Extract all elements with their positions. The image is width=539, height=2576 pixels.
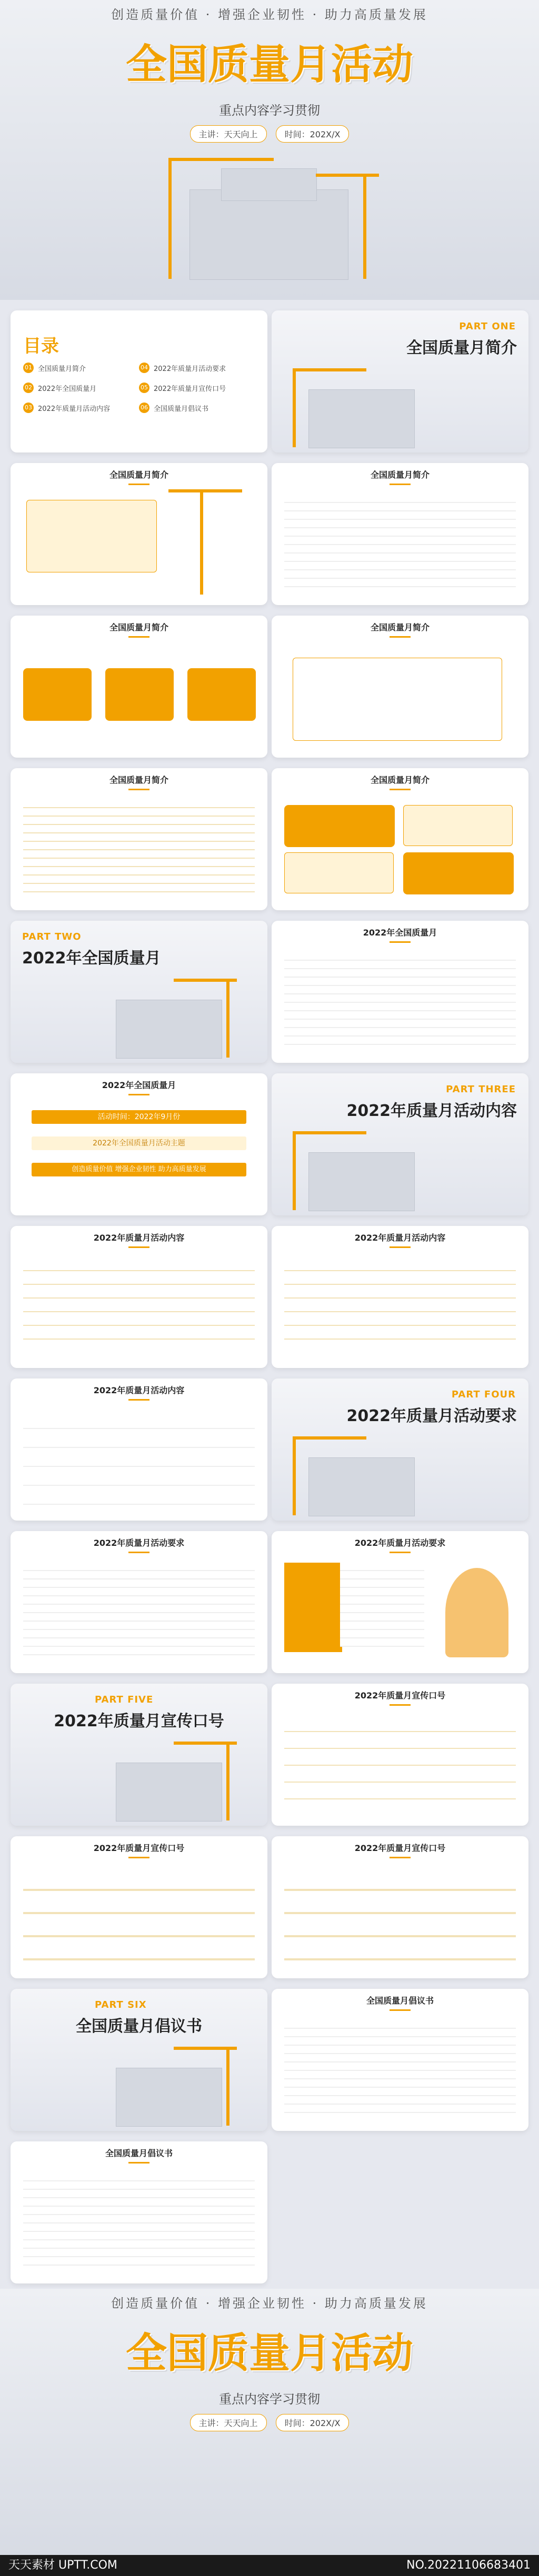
part-label: PART SIX (95, 1999, 147, 2010)
intro-card (284, 852, 394, 893)
slide-title: 全国质量月简介 (272, 773, 528, 790)
hero-meta (0, 125, 539, 143)
slide-title: 2022年质量月活动内容 (11, 1231, 267, 1248)
building-illustration (287, 1436, 435, 1515)
y2022-slogan: 创造质量价值 增强企业韧性 助力高质量发展 (32, 1163, 246, 1176)
y2022-slide (272, 921, 528, 1063)
intro-slide (272, 768, 528, 910)
intro-slide (11, 768, 267, 910)
slide-title: 全国质量月简介 (272, 468, 528, 485)
toc-slide (11, 310, 267, 452)
part-one-slide (272, 310, 528, 452)
toc-list (23, 358, 255, 418)
part-title: 2022年质量月活动内容 (346, 1102, 517, 1120)
req-text (340, 1563, 424, 1647)
part-title: 全国质量月简介 (406, 339, 517, 357)
content-list (23, 1257, 255, 1352)
hero-slogan: 创造质量价值 · 增强企业韧性 · 助力高质量发展 (111, 7, 428, 22)
content-slide (11, 1378, 267, 1521)
slogan-list (23, 1868, 255, 1963)
content-list (284, 1257, 516, 1352)
slide-title: 全国质量月简介 (11, 621, 267, 638)
slide-title: 2022年质量月宣传口号 (272, 1689, 528, 1706)
hero-subtitle: 重点内容学习贯彻 (219, 103, 320, 118)
building-illustration (287, 1131, 435, 1210)
req-panel (284, 1563, 342, 1652)
y2022-theme: 2022年全国质量月活动主题 (32, 1136, 246, 1150)
toc-title: 目录 (23, 336, 59, 357)
footer-left: 天天素材 UPTT.COM (8, 2559, 117, 2572)
y2022-slide (11, 1073, 267, 1215)
slide-title: 全国质量月简介 (11, 773, 267, 790)
hero-speaker: 主讲：天天向上 (190, 125, 267, 143)
slogan-slide (11, 1836, 267, 1978)
slide-title: 2022年质量月活动要求 (11, 1536, 267, 1553)
proposal-slide (11, 2141, 267, 2283)
intro-card (187, 668, 256, 721)
intro-card (403, 852, 514, 894)
slogan-slide (272, 1836, 528, 1978)
intro-card (284, 805, 395, 847)
part-label: PART THREE (446, 1084, 516, 1095)
building-illustration (95, 2047, 242, 2126)
closing-title: 全国质量月活动 (125, 2330, 413, 2377)
building-illustration (158, 158, 379, 279)
worker-illustration (445, 1568, 508, 1657)
toc-item[interactable]: 03 2022年质量月活动内容 (23, 398, 139, 418)
hero-title: 全国质量月活动 (125, 41, 413, 88)
slide-title: 全国质量月倡议书 (272, 1994, 528, 2011)
proposal-slide (272, 1989, 528, 2131)
part-label: PART ONE (459, 321, 516, 332)
part-two-slide (11, 921, 267, 1063)
closing-meta (0, 2414, 539, 2431)
intro-text (284, 495, 516, 589)
part-title: 2022年全国质量月 (22, 949, 161, 968)
y2022-text (284, 952, 516, 1047)
hero-time: 时间：202X/X (276, 125, 350, 143)
building-illustration (287, 368, 435, 447)
part-three-slide (272, 1073, 528, 1215)
part-label: PART TWO (22, 931, 82, 942)
proposal-text (284, 2020, 516, 2115)
closing-time: 时间：202X/X (276, 2414, 350, 2431)
content-slide (11, 1226, 267, 1368)
part-five-slide (11, 1684, 267, 1826)
y2022-time: 活动时间：2022年9月份 (32, 1110, 246, 1124)
part-title: 2022年质量月宣传口号 (54, 1712, 224, 1730)
closing-subtitle: 重点内容学习贯彻 (219, 2392, 320, 2407)
watermark-footer (0, 2555, 539, 2576)
building-illustration (95, 1742, 242, 1820)
part-four-slide (272, 1378, 528, 1521)
toc-item[interactable]: 02 2022年全国质量月 (23, 378, 139, 398)
part-label: PART FOUR (451, 1389, 516, 1400)
slide-title: 2022年全国质量月 (11, 1079, 267, 1095)
slogan-list (284, 1715, 516, 1810)
intro-textbox (26, 500, 157, 572)
footer-right: NO.20221106683401 (406, 2559, 531, 2572)
closing-cover (0, 2289, 539, 2555)
req-slide (272, 1531, 528, 1673)
closing-slogan: 创造质量价值 · 增强企业韧性 · 助力高质量发展 (111, 2296, 428, 2311)
intro-slide (272, 616, 528, 758)
building-illustration (95, 979, 242, 1058)
toc-item[interactable]: 06 全国质量月倡议书 (139, 398, 255, 418)
intro-textbox (293, 658, 502, 741)
intro-slide (11, 463, 267, 605)
req-text (23, 1563, 255, 1657)
part-six-slide (11, 1989, 267, 2131)
slide-title: 2022年质量月宣传口号 (11, 1842, 267, 1858)
toc-item[interactable]: 05 2022年质量月宣传口号 (139, 378, 255, 398)
intro-card (403, 805, 513, 846)
slide-title: 2022年全国质量月 (272, 926, 528, 943)
hero-cover (0, 0, 539, 300)
slide-title: 2022年质量月活动要求 (272, 1536, 528, 1553)
slide-title: 全国质量月倡议书 (11, 2147, 267, 2164)
intro-text (23, 800, 255, 894)
slogan-slide (272, 1684, 528, 1826)
slide-title: 全国质量月简介 (272, 621, 528, 638)
toc-item[interactable]: 04 2022年质量月活动要求 (139, 358, 255, 378)
toc-item[interactable]: 01 全国质量月简介 (23, 358, 139, 378)
part-label: PART FIVE (95, 1694, 154, 1705)
req-slide (11, 1531, 267, 1673)
closing-speaker: 主讲：天天向上 (190, 2414, 267, 2431)
slogan-list (284, 1868, 516, 1963)
intro-slide (272, 463, 528, 605)
content-slide (272, 1226, 528, 1368)
slide-title: 2022年质量月活动内容 (272, 1231, 528, 1248)
slide-title: 全国质量月简介 (11, 468, 267, 485)
proposal-text (23, 2173, 255, 2268)
intro-card (23, 668, 92, 721)
slide-title: 2022年质量月宣传口号 (272, 1842, 528, 1858)
part-title: 全国质量月倡议书 (76, 2017, 202, 2036)
intro-card (105, 668, 174, 721)
intro-slide (11, 616, 267, 758)
part-title: 2022年质量月活动要求 (346, 1407, 517, 1425)
slide-title: 2022年质量月活动内容 (11, 1384, 267, 1401)
content-list (23, 1410, 255, 1505)
